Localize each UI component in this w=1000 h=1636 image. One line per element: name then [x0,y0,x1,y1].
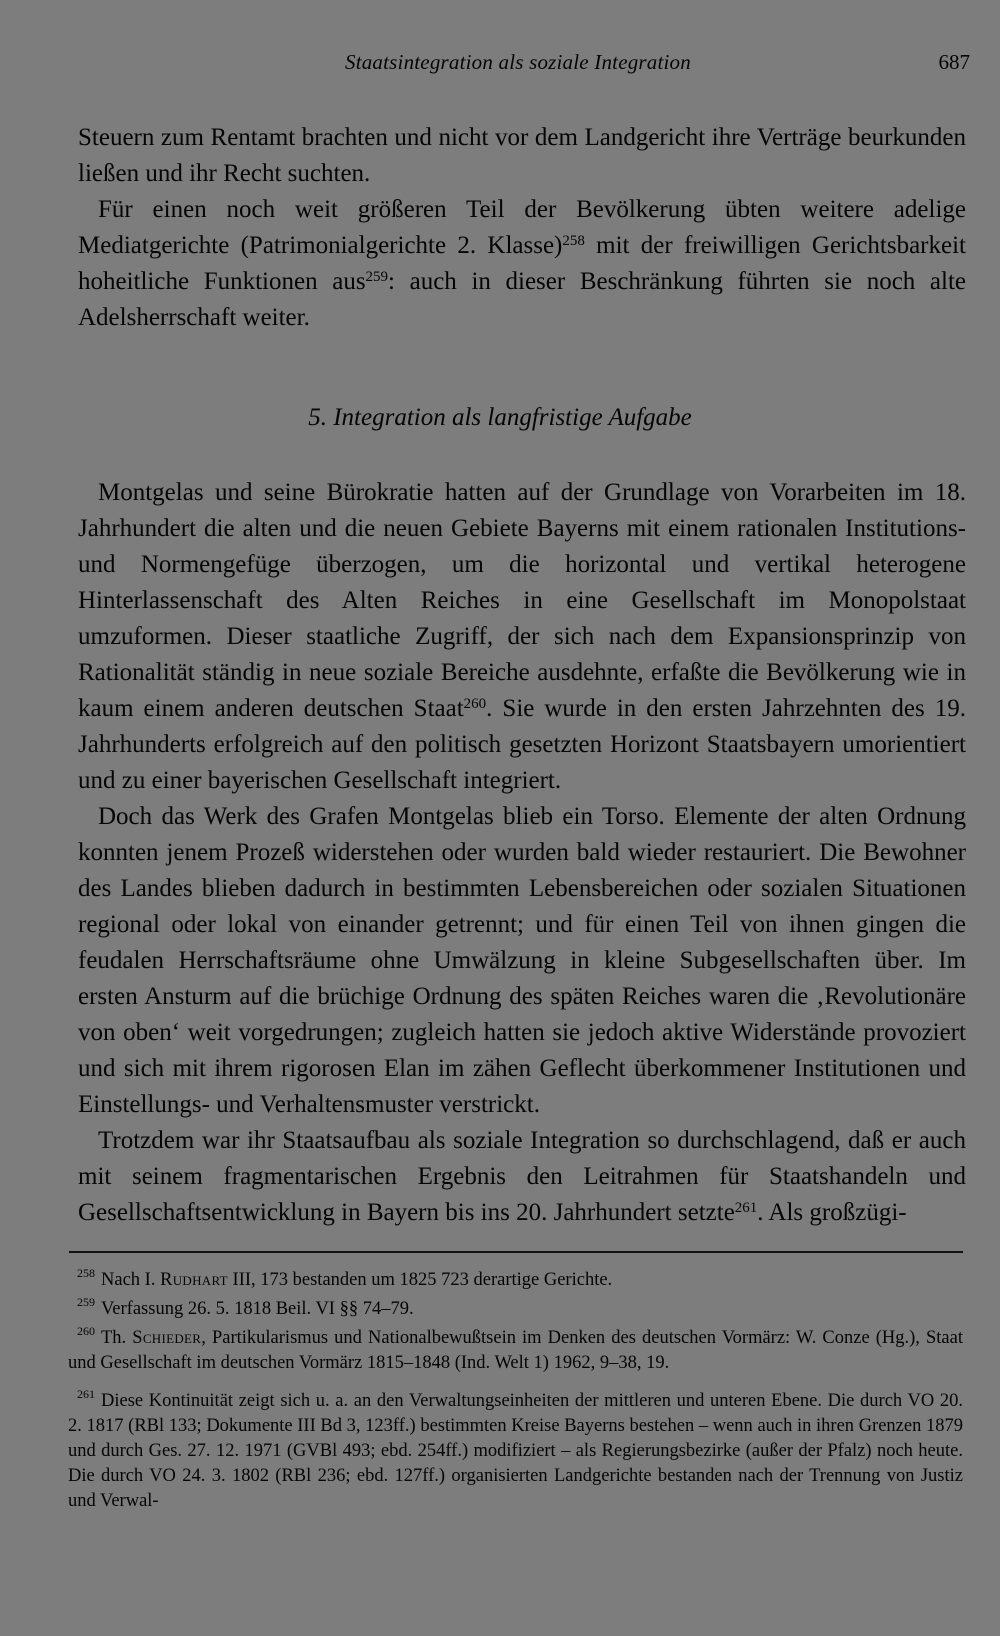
footnote: 260 Th. Schieder, Partikularismus und Nationalbewußtsein im Denken des deutschen Vormärz: W. Conze (Hg.), Staat und Gesellschaft im deutschen Vormärz 1815–1848 (Ind. Welt 1) 1962, 9–38, 19. [68,1324,963,1373]
continued-text-block [78,120,966,336]
page-number: 687 [938,50,970,74]
paragraph: Doch das Werk des Grafen Montgelas blieb ein Torso. Elemente der alten Ordnung konnten jenem Prozeß widerstehen oder wurden bald wieder restauriert. Die Bewohner des Landes blieben dadurch in bestimmten Lebensbereichen oder sozialen Situationen regional oder lokal von einander getrennt; und für einen Teil von ihnen gingen die feudalen Herrschaftsräume ohne Umwälzung in kleine Subgesellschaften über. Im ersten Ansturm auf die brüchige Ordnung des späten Reiches waren die ‚Revolutionäre von oben‘ weit vorgedrungen; zugleich hatten sie jedoch aktive Widerstände provoziert und sich mit ihrem rigorosen Elan im zähen Geflecht überkommener Institutionen und Einstellungs- und Verhaltensmuster verstrickt. [78,803,966,1118]
paragraph: Steuern zum Rentamt brachten und nicht vor dem Landgericht ihre Verträge beurkunden ließen und ihr Recht suchten. [78,124,966,187]
section-heading: 5. Integration als langfristige Aufgabe [308,404,692,431]
paragraph: Montgelas und seine Bürokratie hatten auf der Grundlage von Vorarbeiten im 18. Jahrhundert die alten und die neuen Gebiete Bayerns mit einem rationalen Institutions- und Normengefüge überzogen, um die horizontal und vertikal heterogene Hinterlassenschaft des Alten Reiches in eine Gesellschaft im Monopolstaat umzuformen. Dieser staatliche Zugriff, der sich nach dem Expansionsprinzip von Rationalität ständig in neue soziale Bereiche ausdehnte, erfaßte die Bevölkerung wie in kaum einem anderen deutschen Staat$^{260}$. Sie wurde in den ersten Jahrzehnten des 19. Jahrhunderts erfolgreich auf den politisch gesetzten Horizont Staatsbayern umorientiert und zu einer bayerischen Gesellschaft integriert. [78,479,966,794]
running-title: Staatsintegration als soziale Integration [345,50,691,74]
footnote-ref[interactable]: 260 [463,695,487,712]
footnote-ref[interactable]: 261 [734,1199,758,1216]
section-text-block [78,475,966,1231]
author-name: Rudhart [160,1270,228,1290]
footnote-spacer [68,1380,963,1389]
footnote: 261 Diese Kontinuität zeigt sich u. a. an den Verwaltungseinheiten der mittleren und unteren Ebene. Die durch VO 20. 2. 1817 (RBl 133; Dokumente III Bd 3, 123ff.) bestimmten Kreise Bayerns bestehen – wenn auch in ihren Grenzen 1879 und durch Ges. 27. 12. 1971 (GVBl 493; ebd. 254ff.) modifiziert – als Regierungsbezirke (außer der Pfalz) noch heute. Die durch VO 24. 3. 1802 (RBl 236; ebd. 127ff.) organisierten Landgerichte bestanden nach der Trennung von Justiz und Verwal- [68,1387,963,1511]
footnote-divider [69,1251,963,1253]
footnote-ref[interactable]: 258 [562,232,585,249]
footnote: 258 Nach I. Rudhart III, 173 bestanden um 1825 723 derartige Gerichte. [77,1266,613,1290]
author-name: Schieder [132,1328,202,1348]
paragraph: Trotzdem war ihr Staatsaufbau als soziale Integration so durchschlagend, daß er auch mit seinem fragmentarischen Ergebnis den Leitrahmen für Staatshandeln und Gesellschaftsentwicklung in Bayern bis ins 20. Jahrhundert setzte$^{261}$. Als großzügi- [78,1127,966,1226]
footnotes [68,1268,963,1518]
paragraph: Für einen noch weit größeren Teil der Bevölkerung übten weitere adelige Mediatgerichte (Patrimonialgerichte 2. Klasse)$^{258}$ mit der freiwilligen Gerichtsbarkeit hoheitliche Funktionen aus$^{259}$: auch in dieser Beschränkung führten sie noch alte Adelsherrschaft weiter. [78,196,966,331]
footnote-ref[interactable]: 259 [365,268,389,285]
footnote: 259 Verfassung 26. 5. 1818 Beil. VI §§ 74–79. [77,1295,414,1319]
